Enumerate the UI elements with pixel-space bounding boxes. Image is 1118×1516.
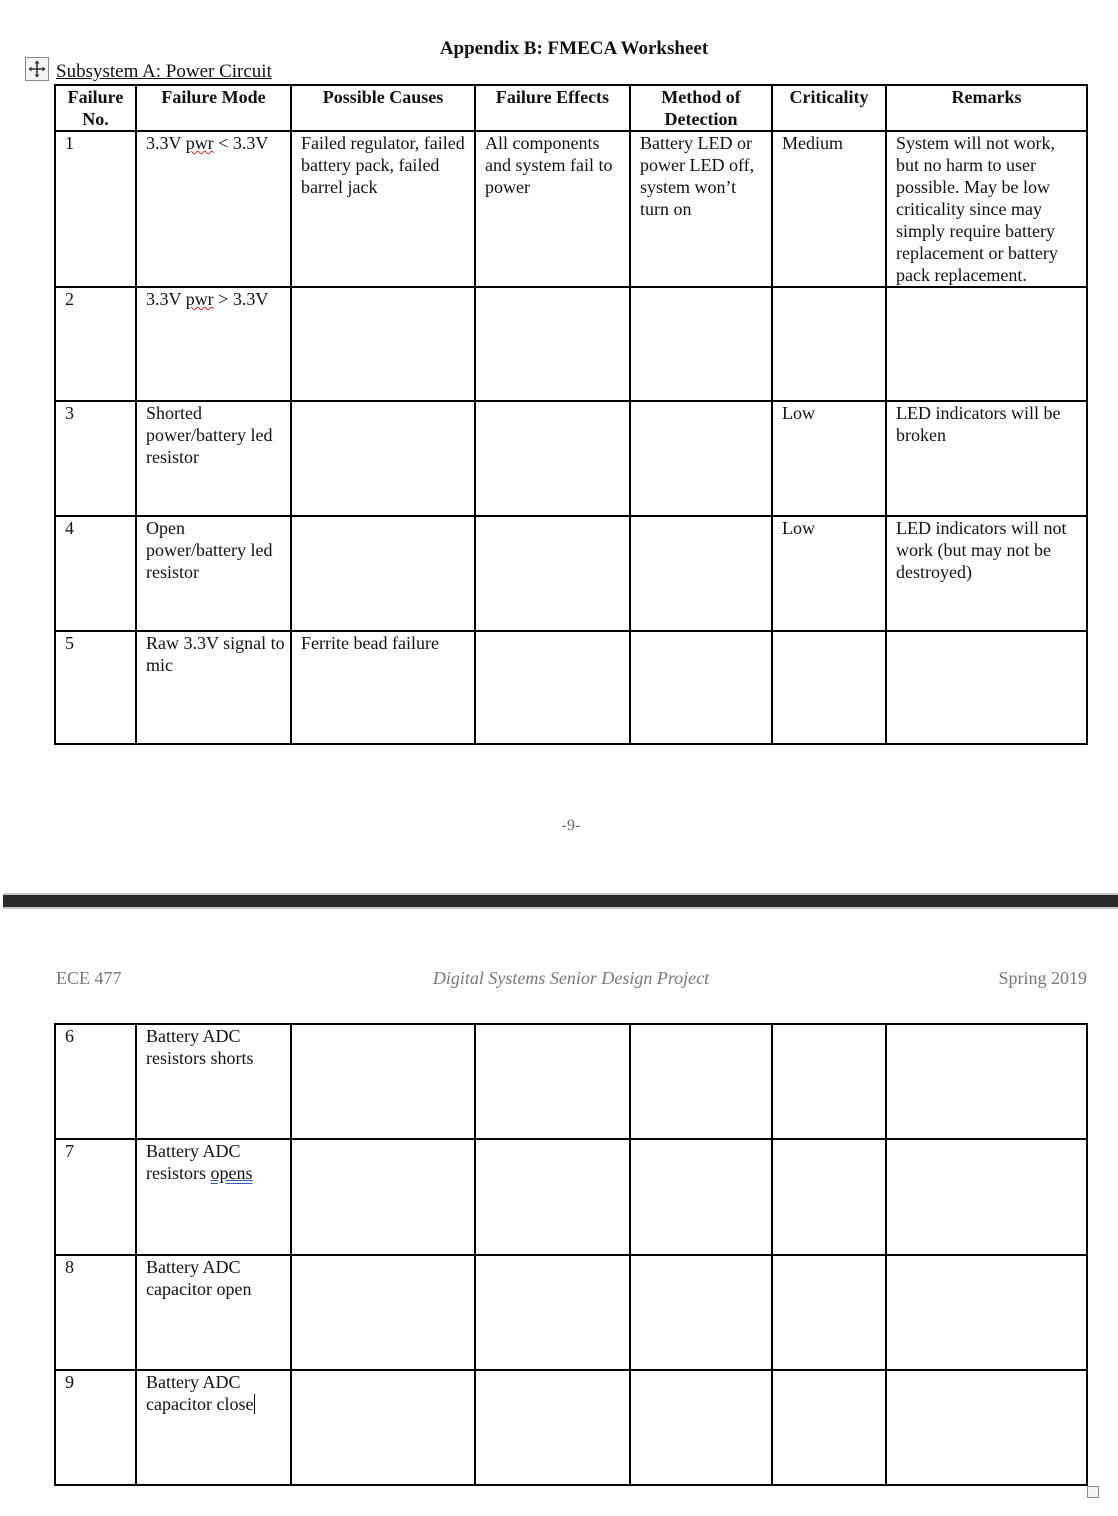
cell-failure-no[interactable]: 4 <box>55 516 136 631</box>
cell-failure-effects[interactable] <box>475 401 630 516</box>
cell-failure-no[interactable]: 9 <box>55 1370 136 1485</box>
cell-possible-causes[interactable] <box>291 1255 475 1370</box>
cell-method-of-detection[interactable] <box>630 401 772 516</box>
table-row <box>55 631 1087 744</box>
cell-criticality[interactable]: Low <box>772 516 886 631</box>
table-header-row <box>55 85 1087 131</box>
cell-method-of-detection[interactable] <box>630 1255 772 1370</box>
cell-possible-causes[interactable] <box>291 287 475 401</box>
cell-criticality[interactable] <box>772 1024 886 1139</box>
cell-remarks[interactable]: LED indicators will be broken <box>886 401 1087 516</box>
cell-failure-mode[interactable] <box>136 287 291 401</box>
cell-failure-no[interactable]: 3 <box>55 401 136 516</box>
fmeca-table-page-10 <box>54 1023 1088 1486</box>
cell-criticality[interactable]: Low <box>772 401 886 516</box>
fmeca-table-page-9 <box>54 84 1088 745</box>
spellcheck-word[interactable]: pwr <box>185 289 214 309</box>
cell-failure-mode[interactable] <box>136 131 291 287</box>
cell-remarks[interactable] <box>886 1255 1087 1370</box>
header-project-title: Digital Systems Senior Design Project <box>432 968 710 988</box>
cell-remarks[interactable]: LED indicators will not work (but may not be destroyed) <box>886 516 1087 631</box>
cell-possible-causes[interactable] <box>291 1024 475 1139</box>
table-resize-handle[interactable] <box>1087 1486 1099 1498</box>
mode-text: 3.3V <box>146 133 186 153</box>
cell-failure-no[interactable]: 8 <box>55 1255 136 1370</box>
column-header-failure-mode: Failure Mode <box>136 85 291 131</box>
cell-criticality[interactable] <box>772 287 886 401</box>
header-term: Spring 2019 <box>998 968 1087 988</box>
cell-remarks[interactable] <box>886 631 1087 744</box>
cell-criticality[interactable] <box>772 631 886 744</box>
table-move-handle[interactable] <box>25 57 49 81</box>
appendix-title: Appendix B: FMECA Worksheet <box>439 38 709 59</box>
cell-remarks[interactable]: System will not work, but no harm to user possible. May be low criticality since may simply require battery replacement or battery pack replacement. <box>886 131 1087 287</box>
cell-failure-no[interactable]: 1 <box>55 131 136 287</box>
table-row <box>55 1024 1087 1139</box>
cell-failure-no[interactable]: 6 <box>55 1024 136 1139</box>
cell-failure-mode[interactable] <box>136 1370 291 1485</box>
mode-text: > 3.3V <box>213 289 269 309</box>
page-number: -9- <box>561 817 581 834</box>
column-header-method-of-detection: Method of Detection <box>630 85 772 131</box>
cell-possible-causes[interactable] <box>291 1139 475 1255</box>
table-row <box>55 401 1087 516</box>
table-row <box>55 131 1087 287</box>
mode-text: Battery ADC resistors <box>146 1141 241 1183</box>
cell-criticality[interactable] <box>772 1255 886 1370</box>
cell-failure-effects[interactable] <box>475 1024 630 1139</box>
cell-possible-causes[interactable] <box>291 1370 475 1485</box>
table-row <box>55 516 1087 631</box>
cell-remarks[interactable] <box>886 1024 1087 1139</box>
table-row <box>55 1370 1087 1485</box>
cell-method-of-detection[interactable] <box>630 287 772 401</box>
cell-failure-no[interactable]: 5 <box>55 631 136 744</box>
cell-method-of-detection[interactable] <box>630 1139 772 1255</box>
cell-failure-effects[interactable] <box>475 516 630 631</box>
cell-failure-effects[interactable] <box>475 287 630 401</box>
cell-possible-causes[interactable]: Failed regulator, failed battery pack, failed barrel jack <box>291 131 475 287</box>
cell-method-of-detection[interactable]: Battery LED or power LED off, system won’t turn on <box>630 131 772 287</box>
cell-failure-effects[interactable] <box>475 631 630 744</box>
mode-text: < 3.3V <box>213 133 269 153</box>
column-header-remarks: Remarks <box>886 85 1087 131</box>
page-break-divider <box>3 893 1118 909</box>
cell-remarks[interactable] <box>886 287 1087 401</box>
cell-failure-mode[interactable]: Raw 3.3V signal to mic <box>136 631 291 744</box>
cell-method-of-detection[interactable] <box>630 1370 772 1485</box>
mode-text: 3.3V <box>146 289 186 309</box>
column-header-failure-effects: Failure Effects <box>475 85 630 131</box>
table-row <box>55 287 1087 401</box>
cell-criticality[interactable]: Medium <box>772 131 886 287</box>
cell-failure-effects[interactable] <box>475 1370 630 1485</box>
cell-failure-mode[interactable] <box>136 1139 291 1255</box>
cell-criticality[interactable] <box>772 1139 886 1255</box>
spellcheck-word[interactable]: pwr <box>185 133 214 153</box>
cell-remarks[interactable] <box>886 1139 1087 1255</box>
subsystem-label: Subsystem A: Power Circuit <box>56 61 272 82</box>
cell-failure-effects[interactable]: All components and system fail to power <box>475 131 630 287</box>
cell-failure-no[interactable]: 2 <box>55 287 136 401</box>
cell-failure-mode[interactable]: Shorted power/battery led resistor <box>136 401 291 516</box>
table-row <box>55 1139 1087 1255</box>
cell-possible-causes[interactable] <box>291 401 475 516</box>
cell-possible-causes[interactable]: Ferrite bead failure <box>291 631 475 744</box>
cell-remarks[interactable] <box>886 1370 1087 1485</box>
column-header-failure-no: Failure No. <box>55 85 136 131</box>
cell-failure-mode[interactable]: Battery ADC capacitor open <box>136 1255 291 1370</box>
mode-text: Battery ADC capacitor close <box>146 1372 254 1414</box>
grammar-flagged-word[interactable]: opens <box>210 1163 253 1183</box>
move-arrows-icon <box>28 60 46 78</box>
cell-failure-effects[interactable] <box>475 1139 630 1255</box>
cell-failure-effects[interactable] <box>475 1255 630 1370</box>
cell-failure-mode[interactable]: Battery ADC resistors shorts <box>136 1024 291 1139</box>
cell-method-of-detection[interactable] <box>630 1024 772 1139</box>
table-row <box>55 1255 1087 1370</box>
text-cursor <box>254 1394 255 1414</box>
cell-possible-causes[interactable] <box>291 516 475 631</box>
cell-criticality[interactable] <box>772 1370 886 1485</box>
cell-method-of-detection[interactable] <box>630 631 772 744</box>
header-course: ECE 477 <box>56 968 122 988</box>
cell-failure-no[interactable]: 7 <box>55 1139 136 1255</box>
cell-method-of-detection[interactable] <box>630 516 772 631</box>
cell-failure-mode[interactable]: Open power/battery led resistor <box>136 516 291 631</box>
column-header-possible-causes: Possible Causes <box>291 85 475 131</box>
column-header-criticality: Criticality <box>772 85 886 131</box>
